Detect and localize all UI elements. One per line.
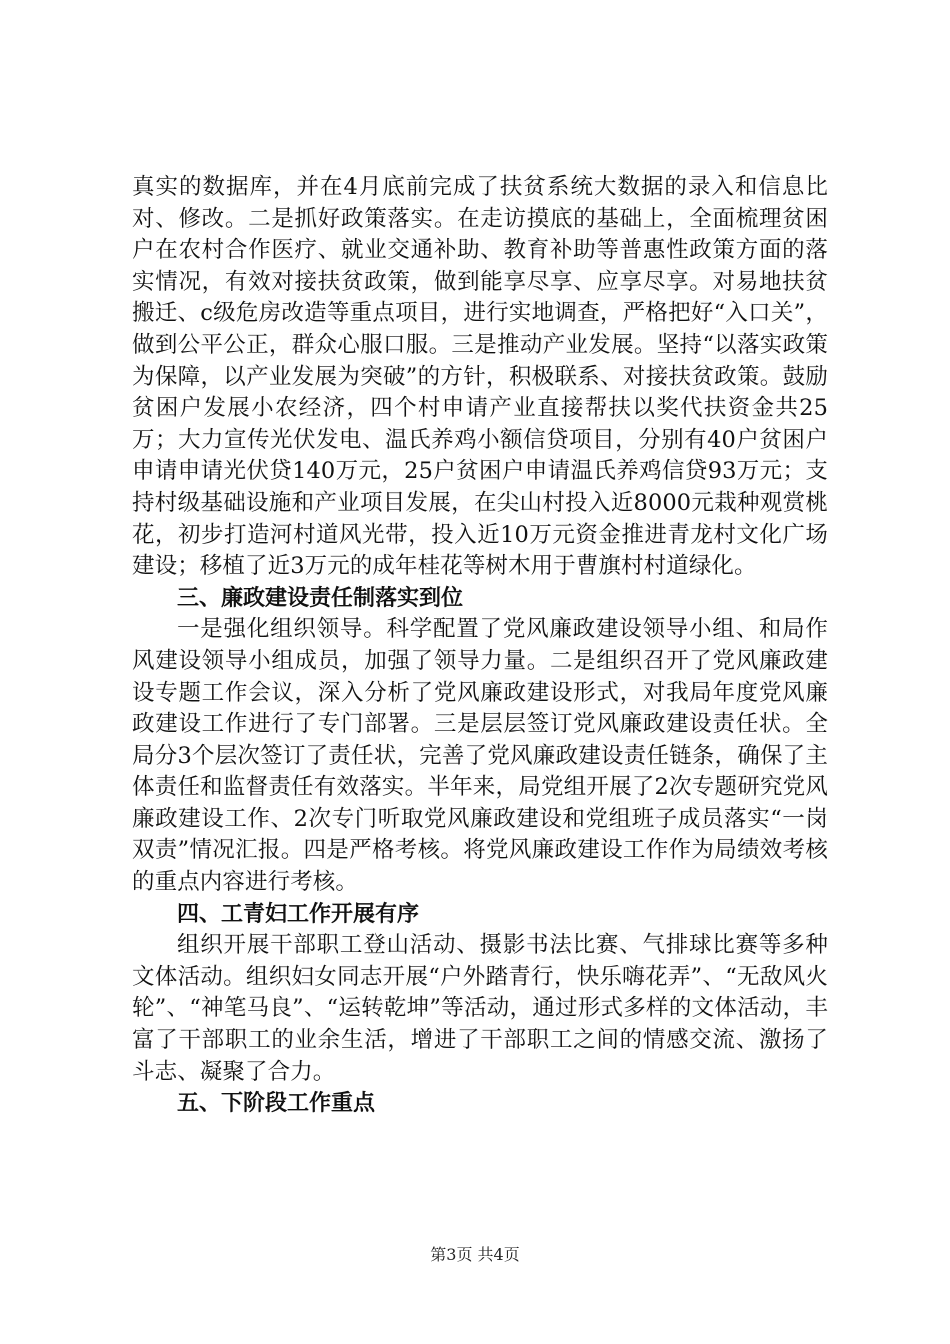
body-paragraph: 真实的数据库，并在4月底前完成了扶贫系统大数据的录入和信息比对、修改。二是抓好政策落实。在走访摸底的基础上，全面梳理贫困户在农村合作医疗、就业交通补助、教育补助等普惠性政策方面的落实情况，有效对接扶贫政策，做到能享尽享、应享尽享。对易地扶贫搬迁、c级危房改造等重点项目，进行实地调查，严格把好“入口关”，做到公平公正，群众心服口服。三是推动产业发展。坚持“以落实政策为保障，以产业发展为突破”的方针，积极联系、对接扶贫政策。鼓励贫困户发展小农经济，四个村申请产业直接帮扶以奖代扶资金共25万；大力宣传光伏发电、温氏养鸡小额信贷项目，分别有40户贫困户申请申请光伏贷140万元，25户贫困户申请温氏养鸡信贷93万元；支持村级基础设施和产业项目发展，在尖山村投入近8000元栽种观赏桃花，初步打造河村道风光带，投入近10万元资金推进青龙村文化广场建设；移植了近3万元的成年桂花等树木用于曹旗村村道绿化。 bbox=[132, 174, 828, 580]
document-body bbox=[132, 172, 828, 1120]
section-heading: 三、廉政建设责任制落实到位 bbox=[177, 585, 464, 611]
body-paragraph: 一是强化组织领导。科学配置了党风廉政建设领导小组、和局作风建设领导小组成员，加强了领导力量。二是组织召开了党风廉政建设专题工作会议，深入分析了党风廉政建设形式，对我局年度党风廉政建设工作进行了专门部署。三是层层签订党风廉政建设责任状。全局分3个层次签订了责任状，完善了党风廉政建设责任链条，确保了主体责任和监督责任有效落实。半年来，局党组开展了2次专题研究党风廉政建设工作、2次专门听取党风廉政建设和党组班子成员落实“一岗双责”情况汇报。四是严格考核。将党风廉政建设工作作为局绩效考核的重点内容进行考核。 bbox=[132, 616, 828, 896]
page-footer: 第3页 共4页 bbox=[430, 1245, 520, 1264]
section-heading: 五、下阶段工作重点 bbox=[177, 1091, 376, 1117]
section-heading: 四、工青妇工作开展有序 bbox=[177, 901, 420, 927]
body-paragraph: 组织开展干部职工登山活动、摄影书法比赛、气排球比赛等多种文体活动。组织妇女同志开展“户外踏青行，快乐嗨花弄”、“无敌风火轮”、“神笔马良”、“运转乾坤”等活动，通过形式多样的文体活动，丰富了干部职工的业余生活，增进了干部职工之间的情感交流、激扬了斗志、凝聚了合力。 bbox=[132, 932, 828, 1085]
